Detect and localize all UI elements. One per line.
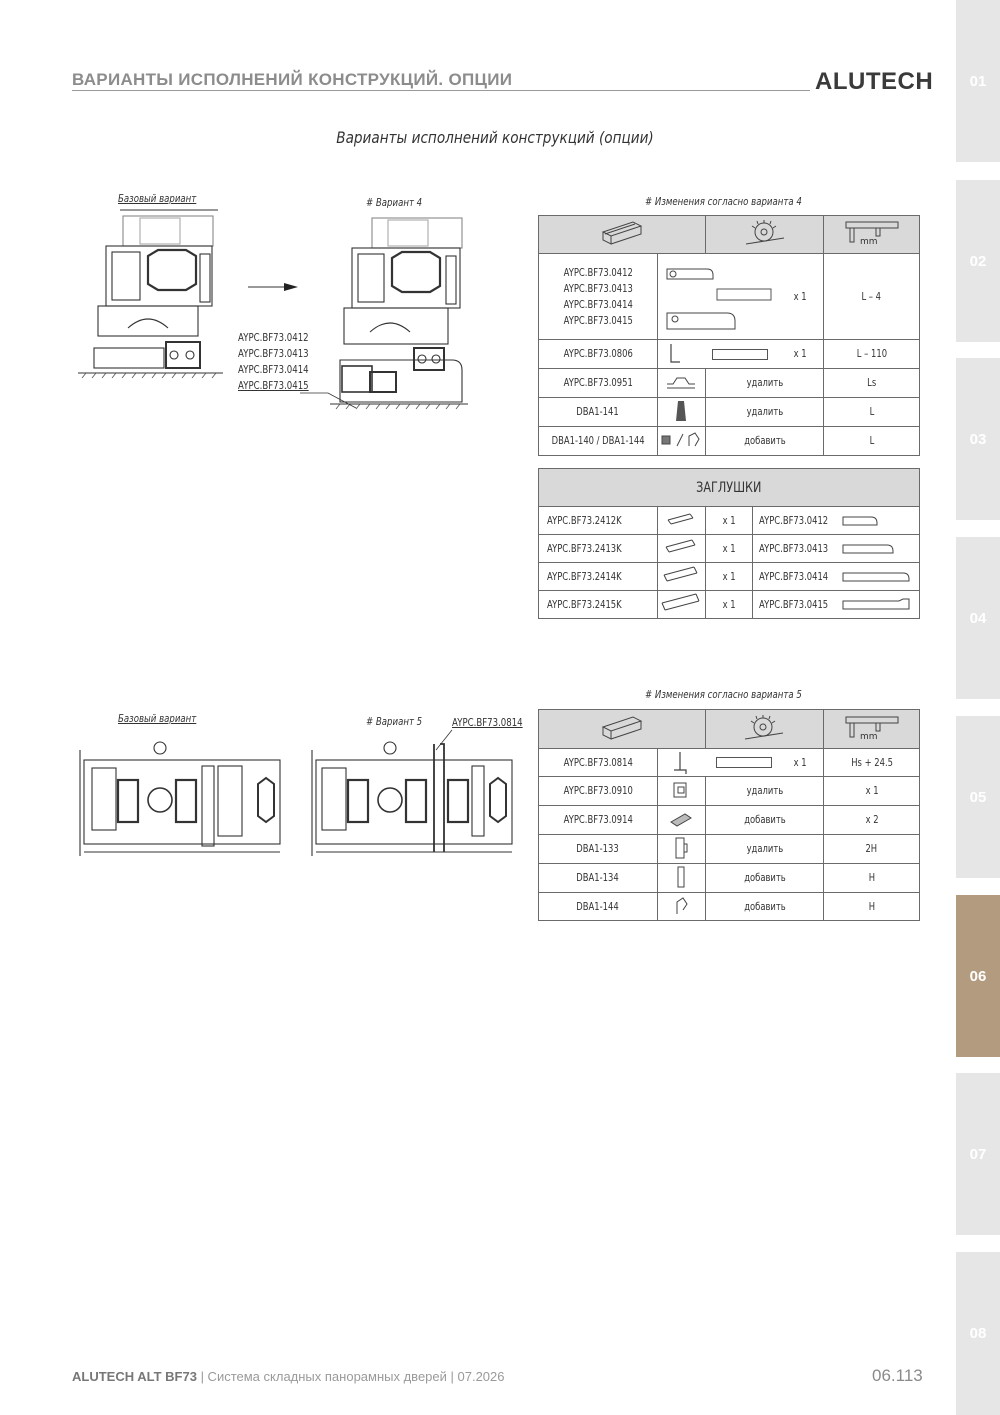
variant5-table-title: # Изменения согласно варианта 5 [645,688,802,701]
profile-article: AYPC.BF73.0413 [759,542,829,555]
callout-label: AYPC.BF73.0412 [238,331,309,344]
variant5-plan-drawing [308,740,522,864]
profile-column-header [539,216,706,254]
article-code: AYPC.BF73.0412 [563,266,633,279]
table-row [539,427,920,456]
page-number: 06.113 [872,1366,923,1385]
chapter-tabs [956,0,1000,1415]
header-divider [72,90,810,91]
cut-length: L – 4 [861,290,882,303]
variant4-section-drawing [330,212,470,410]
profile-section-icon [841,513,881,529]
quantity: x 1 [793,756,807,769]
profile-section-icon [841,541,897,557]
section-title: ВАРИАНТЫ ИСПОЛНЕНИЙ КОНСТРУКЦИЙ. ОПЦИИ [72,70,513,89]
end-cap-icon [661,564,701,586]
callout-label: AYPC.BF73.0814 [452,716,523,729]
mm-label: mm [859,237,878,247]
table-row [539,398,920,427]
variant4-table-title: # Изменения согласно варианта 4 [645,195,802,208]
gasket-icon [673,865,689,889]
brand-logo: ALUTECH [815,68,934,95]
quantity: x 1 [793,290,807,303]
table-row [539,563,920,591]
length-column-header [824,216,920,254]
profile-bar [712,349,768,360]
profile-article: AYPC.BF73.0412 [759,514,829,527]
article-code: DBA1-134 [576,872,620,884]
tab-03[interactable]: 03 [956,358,1000,520]
article-code: DBA1-141 [576,406,620,418]
action-text: добавить [743,872,786,884]
article-code: AYPC.BF73.0914 [563,814,633,826]
end-cap-icon [663,537,699,557]
action-text: удалить [746,843,783,855]
tab-04[interactable]: 04 [956,537,1000,699]
article-code: AYPC.BF73.0951 [563,377,633,389]
table-header-row [539,710,920,749]
cut-length: x 2 [865,814,879,826]
tab-02[interactable]: 02 [956,180,1000,342]
table-row [539,777,920,806]
quantity: x 1 [793,348,807,360]
footer [72,1369,505,1384]
page-subtitle: Варианты исполнений конструкций (опции) [336,128,654,147]
action-text: удалить [746,406,783,418]
brush-seal-icon [671,399,691,423]
profile-bar [716,757,772,768]
cut-length: L – 110 [856,348,887,360]
base-plan-drawing [78,740,288,864]
action-text: удалить [746,785,783,797]
gasket-icon [659,430,703,450]
table-row [539,864,920,893]
article-code: DBA1-144 [576,900,620,913]
gasket-icon [671,836,691,860]
article-code: AYPC.BF73.0806 [563,348,633,360]
article-code: AYPC.BF73.0415 [563,314,633,327]
tab-05[interactable]: 05 [956,716,1000,878]
table-row [539,893,920,921]
length-column-header [824,710,920,749]
article-code: AYPC.BF73.0910 [563,785,633,797]
seal-profile-icon [664,372,698,392]
table-row [539,535,920,563]
table-header-row [539,216,920,254]
callout-label: AYPC.BF73.0415 [238,379,309,392]
end-caps-table [538,468,920,619]
cut-length: H [868,872,875,884]
saw-icon [742,218,788,248]
article-code: DBA1-133 [576,843,620,855]
action-text: добавить [743,814,786,826]
profile-article: AYPC.BF73.0415 [759,598,829,611]
bracket-icon [670,779,692,801]
profile-section-icon [841,597,913,613]
cap-article: AYPC.BF73.2414K [547,570,622,583]
cap-article: AYPC.BF73.2415K [547,598,622,611]
end-cap-icon [665,510,697,528]
tab-07[interactable]: 07 [956,1073,1000,1235]
table-row [539,369,920,398]
cutting-column-header [705,710,824,749]
variant5-changes-table [538,709,920,921]
action-text: удалить [746,377,783,389]
caps-title: ЗАГЛУШКИ [696,479,762,496]
profile-bar-icon [599,713,645,743]
cut-length: Hs + 24.5 [850,756,893,769]
cover-profile-icon [670,750,690,776]
action-text: добавить [743,435,786,447]
quantity: x 1 [722,514,736,527]
profile-column-header [539,710,706,749]
callout-label: AYPC.BF73.0413 [238,347,309,360]
quantity: x 1 [722,542,736,555]
quantity: x 1 [722,570,736,583]
cap-article: AYPC.BF73.2412K [547,514,622,527]
profile-section-icon [841,569,913,585]
table-row [539,591,920,619]
callout-label: AYPC.BF73.0414 [238,363,309,376]
profile-bar-icon [599,218,645,248]
base-variant-label: Базовый вариант [118,192,197,205]
cutting-column-header [705,216,823,254]
table-row [539,507,920,535]
angle-profile-icon [668,342,682,366]
base-variant-label: Базовый вариант [118,712,197,725]
action-text: добавить [743,900,786,913]
saw-icon [741,713,787,743]
article-code: AYPC.BF73.0814 [563,756,633,769]
table-row [539,835,920,864]
cut-length: H [868,900,875,913]
tab-06[interactable]: 06 [956,895,1000,1057]
cut-length: Ls [867,377,877,389]
cut-length: L [869,435,875,447]
quantity: x 1 [722,598,736,611]
mm-label: mm [859,731,878,742]
variant4-label: # Вариант 4 [366,196,423,209]
arrow-right-icon [248,280,300,294]
table-row [539,340,920,369]
article-code: AYPC.BF73.0414 [563,298,633,311]
tab-08[interactable]: 08 [956,1252,1000,1415]
variant5-label: # Вариант 5 [366,715,423,728]
tab-01[interactable]: 01 [956,0,1000,162]
table-row [539,254,920,340]
end-cap-icon [659,591,703,615]
table-row [539,749,920,777]
footer-text: | Система складных панорамных дверей | 07.2026 [196,1369,505,1384]
cut-length: L [869,406,875,418]
leader-line [300,392,360,412]
table-row [539,806,920,835]
caliper-icon [842,218,902,248]
article-code: AYPC.BF73.0413 [563,282,633,295]
cap-article: AYPC.BF73.2413K [547,542,622,555]
profile-article: AYPC.BF73.0414 [759,570,829,583]
cut-length: 2H [865,843,878,855]
connector-icon [667,808,695,830]
base-section-drawing [78,208,228,383]
cut-length: x 1 [865,785,879,797]
caliper-icon [842,713,902,743]
footer-brand: ALUTECH ALT BF73 [72,1369,197,1384]
variant4-changes-table [538,215,920,456]
threshold-profiles-icon [661,255,773,335]
article-code: DBA1-140 / DBA1-144 [551,435,645,447]
seal-icon [671,894,691,916]
table-header-row [539,469,920,507]
